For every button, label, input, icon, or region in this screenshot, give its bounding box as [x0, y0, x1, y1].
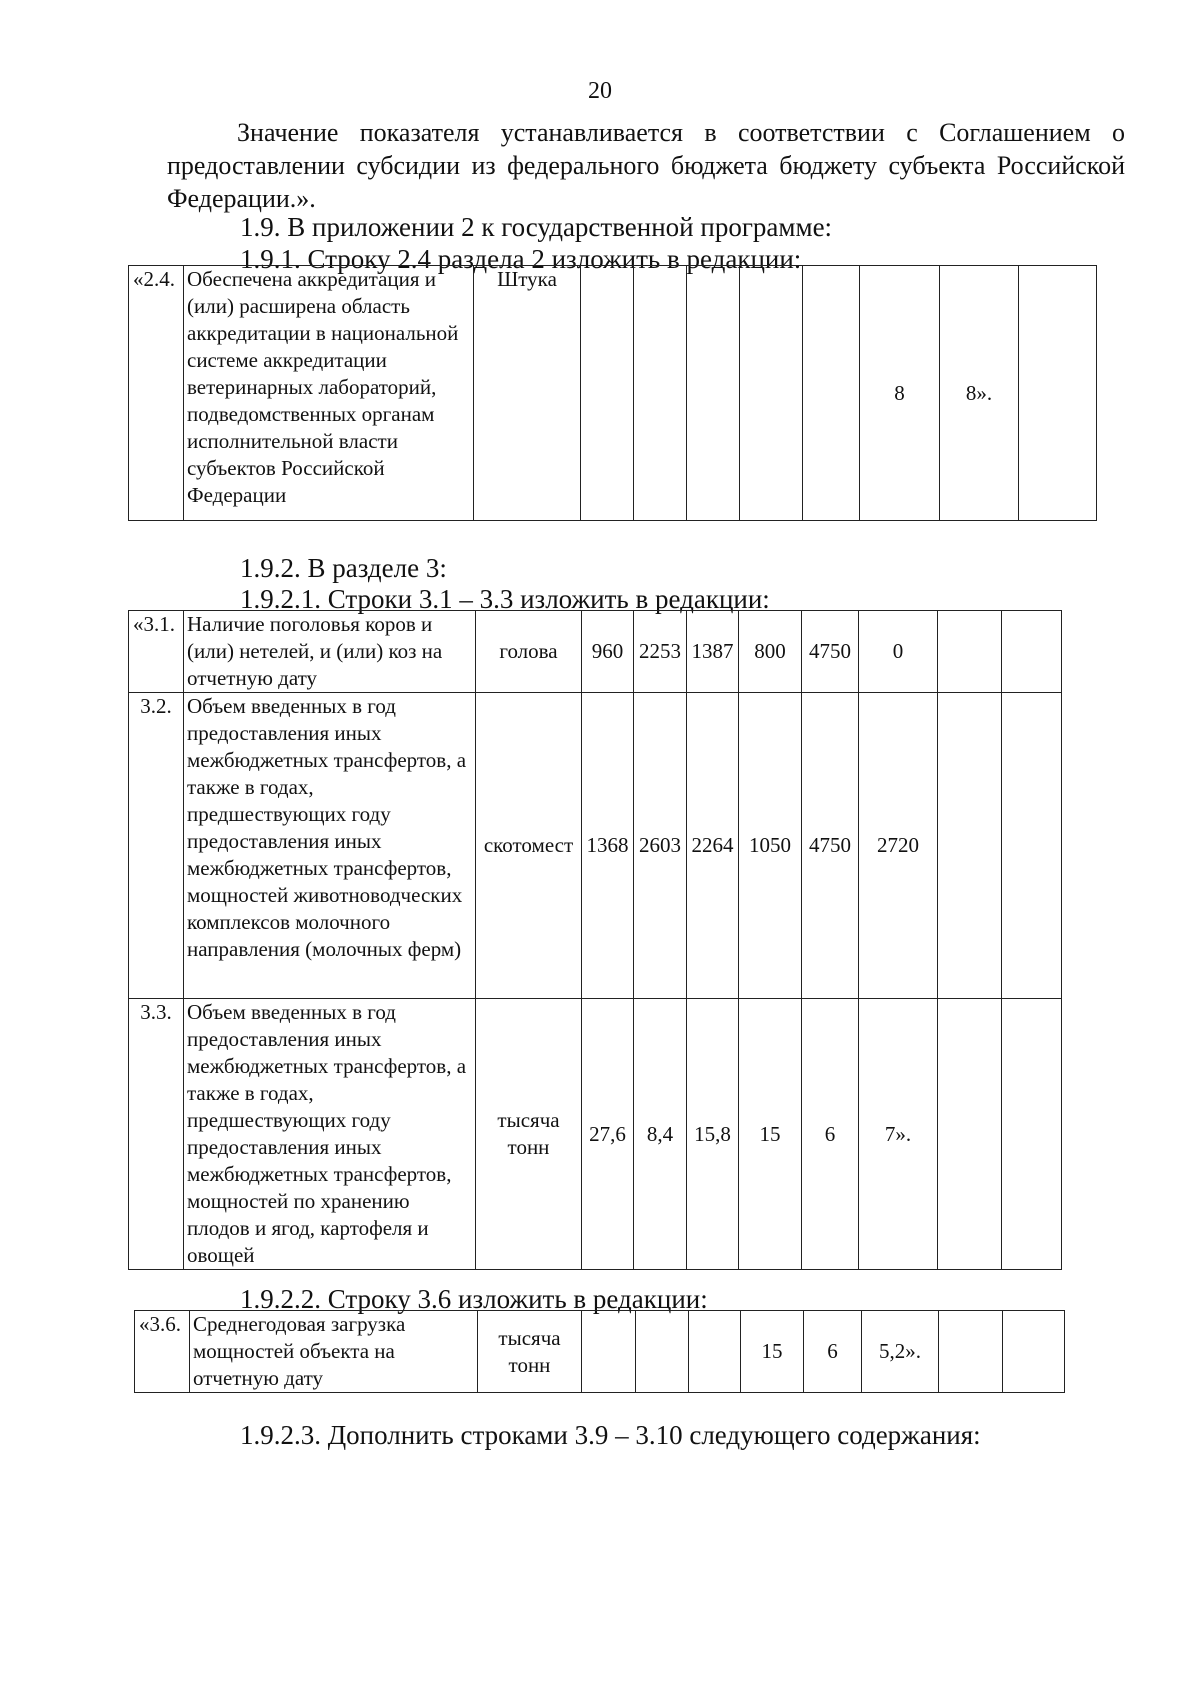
item-1-9: 1.9. В приложении 2 к государственной программе: — [240, 212, 833, 242]
value-cell — [689, 1311, 741, 1393]
indicator-name: Объем введенных в год предоставления иных межбюджетных трансфертов, а также в годах, предшествующих году предоставления иных межбюджетных трансфертов, мощностей животноводческих комплексов молочного направления (молочных ферм) — [184, 693, 476, 999]
table-row — [129, 611, 1062, 693]
item-1-9-2: 1.9.2. В разделе 3: — [240, 553, 447, 583]
value-cell: 1368 — [582, 693, 634, 999]
page-number: 20 — [588, 78, 612, 104]
item-1-9-1: 1.9.1. Строку 2.4 раздела 2 изложить в редакции: — [240, 244, 802, 274]
value-cell: 15,8 — [687, 999, 739, 1270]
table-row — [129, 693, 1062, 999]
value-cell — [582, 1311, 636, 1393]
value-cell — [938, 693, 1002, 999]
row-number: «2.4. — [129, 266, 184, 521]
value-cell: 15 — [739, 999, 802, 1270]
value-cell: 8 — [860, 266, 940, 521]
indicator-name: Среднегодовая загрузка мощностей объекта на отчетную дату — [190, 1311, 478, 1393]
value-cell — [634, 266, 687, 521]
value-cell: 6 — [802, 999, 859, 1270]
table-row-3-6 — [134, 1310, 1065, 1393]
value-cell — [636, 1311, 689, 1393]
value-cell — [581, 266, 634, 521]
intro-paragraph-line1: Значение показателя устанавливается в соответствии с Соглашением о — [237, 118, 1125, 147]
value-cell — [939, 1311, 1003, 1393]
value-cell — [1002, 611, 1062, 693]
value-cell — [1002, 999, 1062, 1270]
row-number: 3.3. — [129, 999, 184, 1270]
unit-of-measure: Штука — [474, 266, 581, 521]
value-cell: 6 — [804, 1311, 862, 1393]
value-cell: 2253 — [634, 611, 687, 693]
value-cell — [687, 266, 740, 521]
value-cell: 1387 — [687, 611, 739, 693]
table-rows-3-1-3-3 — [128, 610, 1062, 1270]
table-row — [135, 1311, 1065, 1393]
unit-of-measure: голова — [476, 611, 582, 693]
value-cell: 4750 — [802, 693, 859, 999]
value-cell: 2264 — [687, 693, 739, 999]
intro-paragraph — [167, 116, 1125, 215]
value-cell: 7». — [859, 999, 938, 1270]
table-row — [129, 266, 1097, 521]
intro-paragraph-rest: предоставлении субсидии из федерального бюджета бюджету субъекта Российской Федерации.». — [167, 151, 1125, 213]
value-cell — [1019, 266, 1097, 521]
row-number: 3.2. — [129, 693, 184, 999]
row-number: «3.6. — [135, 1311, 190, 1393]
indicator-name: Наличие поголовья коров и (или) нетелей, и (или) коз на отчетную дату — [184, 611, 476, 693]
value-cell: 8,4 — [634, 999, 687, 1270]
value-cell: 960 — [582, 611, 634, 693]
value-cell — [1003, 1311, 1065, 1393]
indicator-name: Обеспечена аккредитация и (или) расширена область аккредитации в национальной системе аккредитации ветеринарных лабораторий, подведомственных органам исполнительной власти субъектов Российской Федерации — [184, 266, 474, 521]
value-cell: 4750 — [802, 611, 859, 693]
unit-of-measure: тысяча тонн — [478, 1311, 582, 1393]
value-cell — [938, 999, 1002, 1270]
unit-of-measure: скотомест — [476, 693, 582, 999]
unit-of-measure: тысяча тонн — [476, 999, 582, 1270]
item-1-9-2-1: 1.9.2.1. Строки 3.1 – 3.3 изложить в редакции: — [240, 584, 770, 614]
value-cell: 2603 — [634, 693, 687, 999]
row-number: «3.1. — [129, 611, 184, 693]
value-cell: 2720 — [859, 693, 938, 999]
value-cell: 800 — [739, 611, 802, 693]
indicator-name: Объем введенных в год предоставления иных межбюджетных трансфертов, а также в годах, предшествующих году предоставления иных межбюджетных трансфертов, мощностей по хранению плодов и ягод, картофеля и овощей — [184, 999, 476, 1270]
item-1-9-2-2: 1.9.2.2. Строку 3.6 изложить в редакции: — [240, 1284, 708, 1314]
value-cell: 8». — [940, 266, 1019, 521]
value-cell — [1002, 693, 1062, 999]
value-cell: 27,6 — [582, 999, 634, 1270]
value-cell — [740, 266, 803, 521]
table-row-2-4 — [128, 265, 1097, 521]
table-row — [129, 999, 1062, 1270]
value-cell: 1050 — [739, 693, 802, 999]
value-cell — [803, 266, 860, 521]
item-1-9-2-3: 1.9.2.3. Дополнить строками 3.9 – 3.10 следующего содержания: — [240, 1420, 981, 1450]
value-cell: 5,2». — [862, 1311, 939, 1393]
value-cell: 15 — [741, 1311, 804, 1393]
value-cell: 0 — [859, 611, 938, 693]
value-cell — [938, 611, 1002, 693]
